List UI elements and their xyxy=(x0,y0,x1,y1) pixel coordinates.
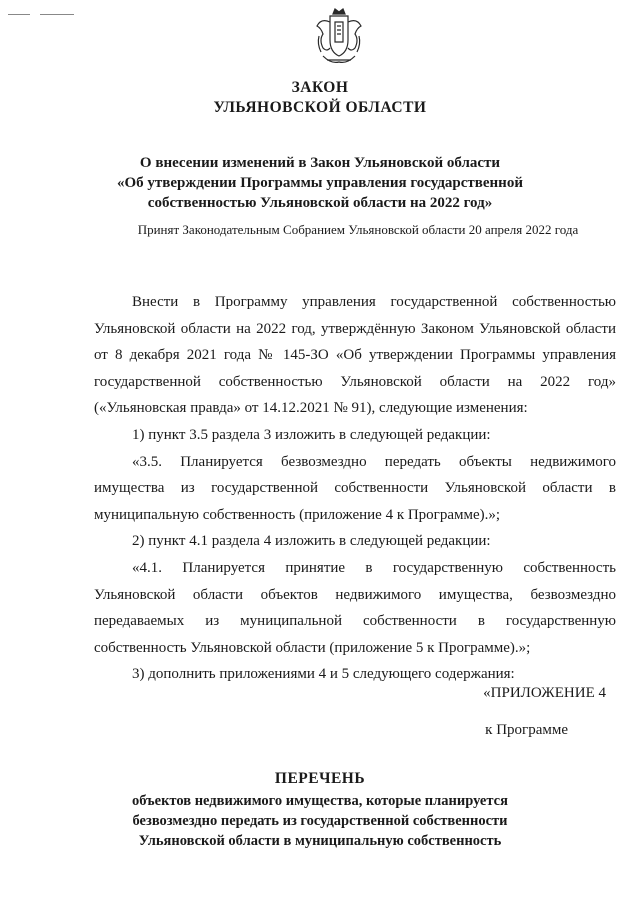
law-heading-line: ЗАКОН xyxy=(291,79,349,96)
appendix-label: «ПРИЛОЖЕНИЕ 4 xyxy=(483,685,606,701)
law-heading xyxy=(0,78,640,118)
adopted-note: Принят Законодательным Собранием Ульяновской области 20 апреля 2022 года xyxy=(137,222,579,237)
body-paragraph: «4.1. Планируется принятие в государственную собственность Ульяновской области объектов недвижимого имущества, безвозмездно передаваемых из муниципальной собственности в государственную собственность Ульяновской области (приложение 5 к Программе).»; xyxy=(94,559,616,656)
scan-artifact-line xyxy=(40,14,74,15)
list-title-line: безвозмездно передать из государственной собственности xyxy=(132,813,508,829)
body-paragraph: 1) пункт 3.5 раздела 3 изложить в следующей редакции: xyxy=(132,426,491,443)
coat-of-arms-icon xyxy=(313,6,365,68)
list-title-line: Ульяновской области в муниципальную собственность xyxy=(138,833,502,849)
scan-artifact-line xyxy=(8,14,30,15)
document-body xyxy=(94,289,616,688)
body-paragraph: 2) пункт 4.1 раздела 4 изложить в следующей редакции: xyxy=(132,533,491,550)
law-title xyxy=(0,153,640,213)
list-title-line: объектов недвижимого имущества, которые планируется xyxy=(132,793,508,809)
body-paragraph: 3) дополнить приложениями 4 и 5 следующего содержания: xyxy=(132,666,515,683)
body-paragraph: Внести в Программу управления государственной собственностью Ульяновской области на 2022 год, утверждённую Законом Ульяновской области от 8 декабря 2021 года № 145-ЗО «Об утверждении Программы управления государственной собственностью Ульяновской области на 2022 год» («Ульяновская правда» от 14.12.2021 № 91), следующие изменения: xyxy=(94,294,616,417)
list-title xyxy=(0,791,640,851)
law-title-line: собственностью Ульяновской области на 2022 год» xyxy=(147,195,493,211)
law-title-line: «Об утверждении Программы управления государственной xyxy=(117,175,523,191)
law-title-line: О внесении изменений в Закон Ульяновской области xyxy=(139,155,501,171)
body-paragraph: «3.5. Планируется безвозмездно передать объекты недвижимого имущества из государственной собственности Ульяновской области в муниципальную собственность (приложение 4 к Программе).»; xyxy=(94,453,616,523)
appendix-ref: к Программе xyxy=(485,722,568,738)
list-heading: ПЕРЕЧЕНЬ xyxy=(274,770,366,787)
law-heading-line: УЛЬЯНОВСКОЙ ОБЛАСТИ xyxy=(213,99,427,116)
